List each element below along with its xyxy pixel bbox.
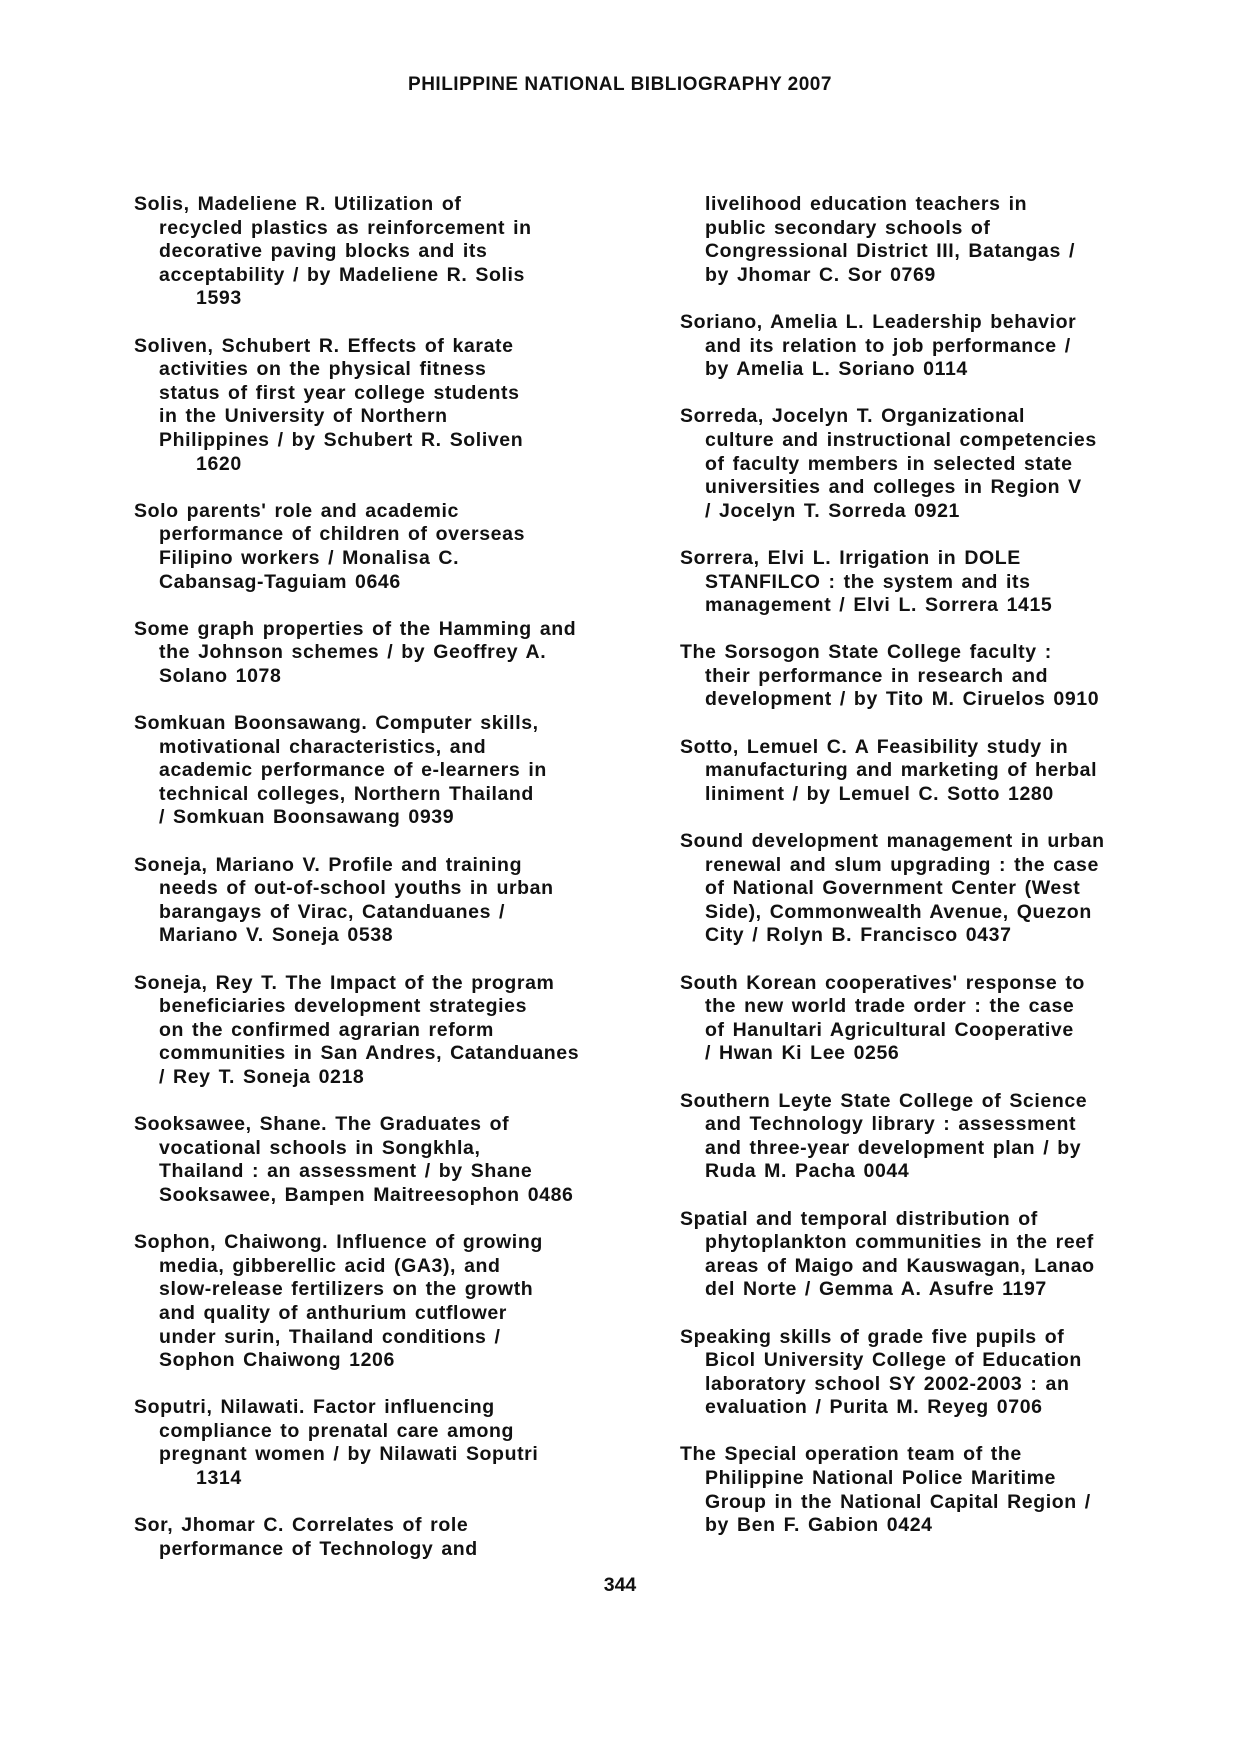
left-column: [134, 193, 669, 1585]
entry-line: the new world trade order : the case: [705, 995, 1075, 1018]
entry-line: Sorrera, Elvi L. Irrigation in DOLE: [680, 546, 1021, 569]
entry-line: / Somkuan Boonsawang 0939: [159, 806, 455, 829]
entry-line: of Hanultari Agricultural Cooperative: [705, 1018, 1074, 1041]
bibliography-entry: [134, 500, 669, 594]
bibliography-entry: [134, 972, 669, 1090]
entry-line: liniment / by Lemuel C. Sotto 1280: [705, 782, 1054, 805]
entry-line: motivational characteristics, and: [159, 735, 487, 758]
entry-line: evaluation / Purita M. Reyeg 0706: [705, 1396, 1043, 1419]
entry-line: Philippines / by Schubert R. Soliven: [159, 428, 524, 451]
entry-line: status of first year college students: [159, 381, 520, 404]
page-number: 344: [603, 1574, 637, 1596]
bibliography-entry: [680, 1090, 1215, 1184]
entry-line: technical colleges, Northern Thailand: [159, 782, 534, 805]
entry-line: Sound development management in urban: [680, 830, 1105, 853]
entry-line: Sorreda, Jocelyn T. Organizational: [680, 405, 1025, 428]
entry-line: Side), Commonwealth Avenue, Quezon: [705, 900, 1092, 923]
bibliography-entry: [680, 193, 1215, 287]
entry-line: STANFILCO : the system and its: [705, 570, 1031, 593]
entry-line: manufacturing and marketing of herbal: [705, 759, 1098, 782]
bibliography-entry: [680, 547, 1215, 618]
entry-line: public secondary schools of: [705, 216, 991, 239]
entry-line: and Technology library : assessment: [705, 1113, 1077, 1136]
bibliography-entry: [134, 193, 669, 311]
entry-line: under surin, Thailand conditions /: [159, 1325, 501, 1348]
entry-line: Soneja, Mariano V. Profile and training: [134, 853, 523, 876]
bibliography-entry: [680, 1443, 1215, 1537]
bibliography-entry: [680, 641, 1215, 712]
entry-line: decorative paving blocks and its: [159, 240, 488, 263]
entry-line: Sophon Chaiwong 1206: [159, 1349, 395, 1372]
entry-line: livelihood education teachers in: [705, 193, 1028, 215]
entry-line: Soneja, Rey T. The Impact of the program: [134, 971, 555, 994]
entry-line: Solis, Madeliene R. Utilization of: [134, 193, 462, 215]
entry-line: Soputri, Nilawati. Factor influencing: [134, 1396, 495, 1419]
entry-line: Ruda M. Pacha 0044: [705, 1160, 910, 1183]
bibliography-entry: [134, 1113, 669, 1207]
entry-line: of faculty members in selected state: [705, 452, 1073, 475]
bibliography-entry: [680, 830, 1215, 948]
bibliography-entry: [134, 854, 669, 948]
entry-line: Mariano V. Soneja 0538: [159, 924, 394, 947]
entry-number: 1314: [196, 1467, 242, 1490]
entry-line: City / Rolyn B. Francisco 0437: [705, 924, 1012, 947]
entry-line: in the University of Northern: [159, 405, 448, 428]
entry-line: and three-year development plan / by: [705, 1136, 1082, 1159]
entry-line: performance of children of overseas: [159, 523, 526, 546]
entry-line: barangays of Virac, Catanduanes /: [159, 900, 506, 923]
entry-line: of National Government Center (West: [705, 877, 1081, 900]
entry-line: culture and instructional competencies: [705, 428, 1097, 451]
entry-line: laboratory school SY 2002-2003 : an: [705, 1372, 1070, 1395]
entry-number: 1593: [196, 287, 242, 310]
entry-line: Group in the National Capital Region /: [705, 1490, 1091, 1513]
entry-line: Filipino workers / Monalisa C.: [159, 546, 460, 569]
entry-line: and its relation to job performance /: [705, 334, 1071, 357]
entry-line: development / by Tito M. Ciruelos 0910: [705, 688, 1100, 711]
entry-line: / Hwan Ki Lee 0256: [705, 1042, 900, 1065]
entry-line: compliance to prenatal care among: [159, 1419, 515, 1442]
bibliography-entry: [134, 1514, 669, 1561]
entry-line: Somkuan Boonsawang. Computer skills,: [134, 712, 539, 735]
entry-line: Sooksawee, Shane. The Graduates of: [134, 1113, 510, 1136]
entry-number: 1620: [196, 452, 242, 475]
entry-line: acceptability / by Madeliene R. Solis: [159, 263, 525, 286]
entry-line: the Johnson schemes / by Geoffrey A.: [159, 641, 547, 664]
entry-line: / Rey T. Soneja 0218: [159, 1065, 365, 1088]
bibliography-entry: [680, 972, 1215, 1066]
entry-line: The Sorsogon State College faculty :: [680, 641, 1052, 664]
right-column: [680, 193, 1215, 1561]
entry-line: on the confirmed agrarian reform: [159, 1018, 494, 1041]
entry-line: by Ben F. Gabion 0424: [705, 1514, 933, 1537]
entry-line: areas of Maigo and Kauswagan, Lanao: [705, 1254, 1095, 1277]
entry-line: universities and colleges in Region V: [705, 476, 1082, 499]
entry-line: media, gibberellic acid (GA3), and: [159, 1254, 501, 1277]
entry-line: Sooksawee, Bampen Maitreesophon 0486: [159, 1183, 574, 1206]
entry-line: needs of out-of-school youths in urban: [159, 877, 554, 900]
entry-line: phytoplankton communities in the reef: [705, 1231, 1094, 1254]
entry-line: Spatial and temporal distribution of: [680, 1207, 1038, 1230]
entry-line: Sotto, Lemuel C. A Feasibility study in: [680, 735, 1069, 758]
entry-line: recycled plastics as reinforcement in: [159, 216, 532, 239]
entry-line: / Jocelyn T. Sorreda 0921: [705, 499, 960, 522]
entry-line: Cabansag-Taguiam 0646: [159, 570, 401, 593]
entry-line: vocational schools in Songkhla,: [159, 1136, 481, 1159]
entry-line: Congressional District III, Batangas /: [705, 240, 1075, 263]
entry-line: communities in San Andres, Catanduanes: [159, 1042, 580, 1065]
entry-line: Soliven, Schubert R. Effects of karate: [134, 334, 514, 357]
entry-line: The Special operation team of the: [680, 1443, 1022, 1466]
entry-line: beneficiaries development strategies: [159, 995, 528, 1018]
bibliography-entry: [680, 736, 1215, 807]
entry-line: Thailand : an assessment / by Shane: [159, 1160, 533, 1183]
entry-line: Solano 1078: [159, 664, 282, 687]
entry-line: slow-release fertilizers on the growth: [159, 1278, 534, 1301]
bibliography-entry: [680, 1326, 1215, 1420]
bibliography-entry: [134, 335, 669, 477]
entry-line: management / Elvi L. Sorrera 1415: [705, 594, 1053, 617]
entry-line: by Amelia L. Soriano 0114: [705, 358, 968, 381]
entry-line: Speaking skills of grade five pupils of: [680, 1325, 1065, 1348]
entry-line: their performance in research and: [705, 664, 1049, 687]
entry-line: Sor, Jhomar C. Correlates of role: [134, 1514, 469, 1537]
page-header: PHILIPPINE NATIONAL BIBLIOGRAPHY 2007: [408, 74, 832, 95]
entry-line: pregnant women / by Nilawati Soputri: [159, 1443, 539, 1466]
bibliography-entry: [134, 1231, 669, 1373]
entry-line: South Korean cooperatives' response to: [680, 971, 1085, 994]
entry-line: performance of Technology and: [159, 1537, 478, 1560]
bibliography-entry: [134, 1396, 669, 1490]
entry-line: by Jhomar C. Sor 0769: [705, 263, 936, 286]
entry-line: del Norte / Gemma A. Asufre 1197: [705, 1278, 1047, 1301]
entry-line: activities on the physical fitness: [159, 358, 487, 381]
entry-line: Solo parents' role and academic: [134, 499, 459, 522]
bibliography-entry: [134, 712, 669, 830]
bibliography-entry: [680, 405, 1215, 523]
entry-line: academic performance of e-learners in: [159, 759, 547, 782]
entry-line: Bicol University College of Education: [705, 1349, 1082, 1372]
entry-line: Philippine National Police Maritime: [705, 1467, 1056, 1490]
entry-line: Southern Leyte State College of Science: [680, 1089, 1088, 1112]
bibliography-entry: [134, 618, 669, 689]
bibliography-entry: [680, 1208, 1215, 1302]
entry-line: and quality of anthurium cutflower: [159, 1301, 507, 1324]
entry-line: Soriano, Amelia L. Leadership behavior: [680, 310, 1077, 333]
bibliography-entry: [680, 311, 1215, 382]
entry-line: renewal and slum upgrading : the case: [705, 853, 1099, 876]
entry-line: Some graph properties of the Hamming and: [134, 617, 577, 640]
entry-line: Sophon, Chaiwong. Influence of growing: [134, 1231, 543, 1254]
